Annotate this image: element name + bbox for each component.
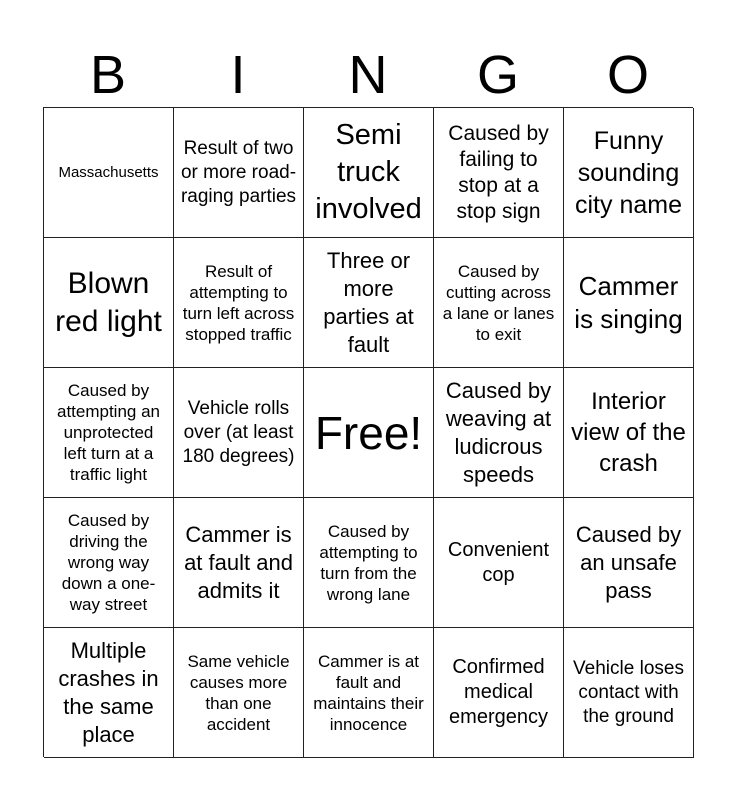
- bingo-header: [43, 44, 693, 106]
- cell-text: Caused by failing to stop at a stop sign: [448, 121, 549, 223]
- cell-text: Blown red light: [55, 266, 162, 338]
- bingo-cell[interactable]: [174, 368, 304, 498]
- bingo-cell[interactable]: [44, 628, 174, 758]
- bingo-cell[interactable]: [434, 628, 564, 758]
- header-letter-o: O: [606, 45, 649, 105]
- bingo-cell[interactable]: [174, 238, 304, 368]
- header-letter-g: G: [476, 45, 519, 105]
- cell-text: Same vehicle causes more than one accident: [187, 651, 290, 734]
- cell-text: Massachusetts: [58, 164, 159, 181]
- cell-text: Vehicle loses contact with the ground: [573, 657, 684, 727]
- cell-text: Cammer is at fault and maintains their innocence: [313, 651, 424, 734]
- bingo-cell[interactable]: [564, 108, 694, 238]
- bingo-cell[interactable]: [434, 238, 564, 368]
- free-space-text: Free!: [314, 406, 423, 459]
- cell-text: Result of two or more road-raging parties: [180, 137, 297, 207]
- bingo-cell[interactable]: [174, 498, 304, 628]
- cell-text: Result of attempting to turn left across stopped traffic: [182, 261, 295, 344]
- bingo-cell[interactable]: [44, 498, 174, 628]
- cell-text: Caused by driving the wrong way down a one-way street: [61, 511, 156, 614]
- header-letter-i: I: [230, 45, 246, 105]
- cell-text: Cammer is at fault and admits it: [184, 521, 293, 603]
- bingo-cell[interactable]: [44, 238, 174, 368]
- bingo-cell[interactable]: [434, 108, 564, 238]
- bingo-cell[interactable]: [564, 238, 694, 368]
- cell-text: Interior view of the crash: [571, 388, 686, 477]
- cell-text: Vehicle rolls over (at least 180 degrees): [182, 397, 295, 467]
- bingo-cell[interactable]: [304, 628, 434, 758]
- header-letter-n: N: [348, 45, 388, 105]
- bingo-cell[interactable]: [174, 628, 304, 758]
- bingo-board: [43, 107, 693, 757]
- bingo-cell[interactable]: [304, 238, 434, 368]
- cell-text: Confirmed medical emergency: [449, 656, 548, 728]
- bingo-cell[interactable]: [304, 498, 434, 628]
- cell-text: Caused by weaving at ludicrous speeds: [445, 377, 552, 487]
- header-letter-b: B: [89, 45, 127, 105]
- free-space[interactable]: [304, 368, 434, 498]
- cell-text: Cammer is singing: [574, 270, 683, 334]
- bingo-cell[interactable]: [174, 108, 304, 238]
- cell-text: Convenient cop: [447, 538, 550, 586]
- cell-text: Caused by attempting an unprotected left turn at a traffic light: [56, 381, 160, 484]
- bingo-cell[interactable]: [434, 498, 564, 628]
- cell-text: Three or more parties at fault: [323, 247, 414, 357]
- cell-text: Semi truck involved: [315, 119, 422, 225]
- bingo-cell[interactable]: [304, 108, 434, 238]
- bingo-cell[interactable]: [434, 368, 564, 498]
- cell-text: Caused by an unsafe pass: [575, 521, 682, 603]
- cell-text: Funny sounding city name: [575, 126, 682, 219]
- cell-text: Caused by cutting across a lane or lanes to exit: [442, 261, 555, 344]
- bingo-cell[interactable]: [564, 498, 694, 628]
- bingo-cell[interactable]: [44, 368, 174, 498]
- bingo-cell[interactable]: [564, 368, 694, 498]
- bingo-cell[interactable]: [564, 628, 694, 758]
- cell-text: Multiple crashes in the same place: [58, 637, 159, 747]
- bingo-cell[interactable]: [44, 108, 174, 238]
- cell-text: Caused by attempting to turn from the wrong lane: [319, 521, 418, 604]
